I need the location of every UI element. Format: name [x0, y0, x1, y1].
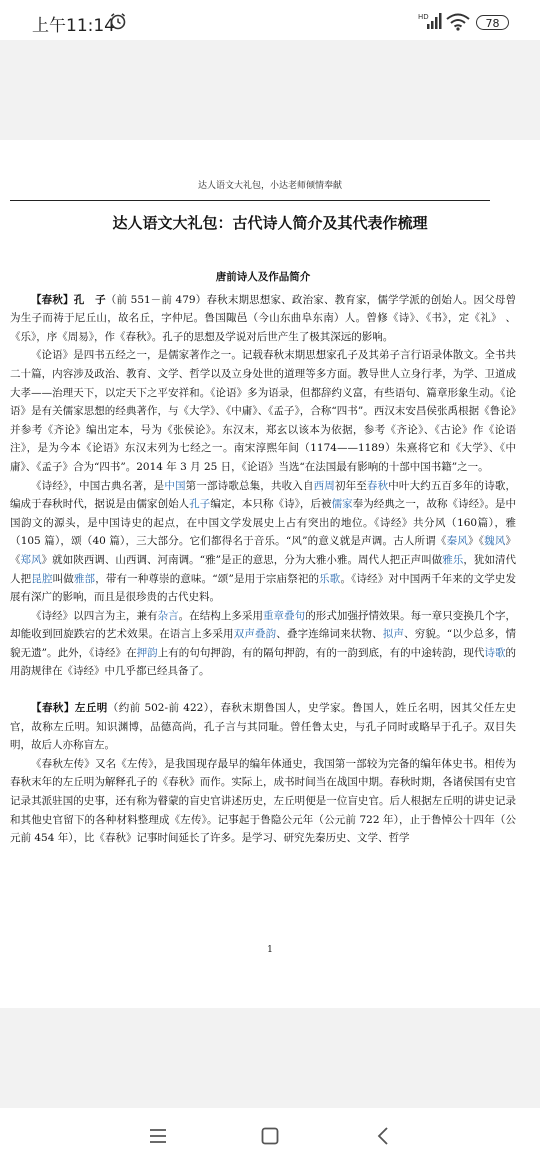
home-icon[interactable] [260, 1126, 280, 1146]
hyperlink[interactable]: 孔子 [189, 498, 211, 511]
text-run: 第一部诗歌总集，共收入自 [185, 479, 314, 492]
text-run: 的用韵规律在《诗经》中几乎都已经具备了。 [10, 646, 517, 678]
text-run: 叫做 [52, 572, 74, 585]
alarm-icon [109, 12, 127, 30]
text-run: ，犹如清代人把 [10, 553, 517, 585]
hyperlink[interactable]: 重章叠句 [263, 609, 306, 622]
signal-icon [418, 12, 442, 30]
hyperlink[interactable]: 儒家 [331, 498, 353, 511]
wifi-icon [446, 13, 470, 31]
document-page[interactable] [0, 140, 540, 1008]
text-run: 中叶大约五百多年的诗歌，编成于春秋时代，据说是由儒家创始人 [10, 479, 517, 511]
hyperlink[interactable]: 杂言 [157, 609, 179, 622]
hyperlink[interactable]: 拟声 [382, 628, 405, 641]
menu-icon[interactable] [148, 1126, 168, 1146]
text-run: 《春秋左传》又名《左传》，是我国现存最早的编年体通史，我国第一部较为完备的编年体史书。相传为春秋末年的左丘明为解释孔子的《春秋》而作。实际上，成书时间当在战国中期。春秋时期，各诸侯国有史官记录其派驻国的史事，还有称为瞽蒙的盲史官讲述历史，左丘明便是一位盲史官。后人根据左丘明的讲史记录和其他史官留下的各种材料整理成《左传》。记事起于鲁隐公元年（公元前 722 年），止于鲁悼公十四年（公元前 454 年），比《春秋》记事时间延长了许多。是学习、研究先秦历史、文学、哲学 [10, 757, 516, 845]
paragraph-zuoqiuming [10, 699, 516, 755]
text-run: 》《 [468, 535, 485, 548]
text-run: 编定，本只称《诗》，后被 [210, 498, 332, 511]
text-run: 。在结构上多采用 [178, 609, 263, 622]
paragraph-lunyu [10, 346, 516, 476]
hyperlink[interactable]: 雅乐 [442, 553, 464, 566]
text-run: 、叠字连绵词来状物、 [276, 628, 383, 641]
section-heading: 唐前诗人及作品简介 [215, 271, 311, 283]
hyperlink[interactable]: 昆腔 [31, 572, 53, 585]
text-run: 》就如陕西调、山西调、河南调。“雅”是正的意思，分为大雅小雅。周代人把正声叫做 [41, 553, 443, 566]
text-run: 的形式加强抒情效果。每一章只变换几个字，却能收到回旋跌宕的艺术效果。在语言上多采用 [10, 609, 517, 641]
document-title: 达人语文大礼包：古代诗人简介及其代表作梳理 [112, 214, 428, 232]
text-run: （约前 502-前 422），春秋末期鲁国人，史学家。鲁国人，姓丘名明，因其父任左史官，故称左丘明。知识渊博，品德高尚，孔子言与其同耻。曾任鲁太史，与孔子同时或略早于孔子。双目失明，故后人亦称盲左。 [10, 702, 516, 752]
hyperlink[interactable]: 魏风 [484, 535, 506, 548]
hyperlink[interactable]: 秦风 [446, 535, 468, 548]
back-icon[interactable] [374, 1126, 394, 1146]
text-run: 《诗经》以四言为主，兼有 [31, 609, 158, 622]
hyperlink[interactable]: 乐歌 [319, 572, 341, 585]
document-body [10, 268, 516, 848]
text-run: 《诗经》，中国古典名著，是 [31, 479, 165, 492]
battery-indicator: 78 [476, 15, 509, 30]
text-run: 初年至 [334, 479, 367, 492]
hyperlink[interactable]: 中国 [164, 479, 186, 492]
hyperlink[interactable]: 押韵 [136, 646, 158, 659]
text-run: 。《诗经》对中国两千年来的文学史发展有深广的影响，而且是很珍贵的古代史料。 [10, 572, 517, 604]
clock-time: 上午11:14 [32, 16, 115, 36]
hyperlink[interactable]: 春秋 [366, 479, 389, 492]
paragraph-gap [10, 681, 516, 699]
text-run: 、穷貌。“以少总多，情貌无遗”。此外，《诗经》在 [10, 628, 517, 659]
hyperlink[interactable]: 诗歌 [484, 646, 506, 659]
header-rule [10, 200, 490, 201]
hyperlink[interactable]: 雅部 [73, 572, 96, 585]
text-run: 》《 [10, 535, 517, 566]
paragraph-shijing [10, 477, 516, 607]
hyperlink[interactable]: 双声叠韵 [233, 628, 277, 641]
navigation-bar [0, 1108, 540, 1170]
text-run: ，带有一种尊崇的意味。“颂”是用于宗庙祭祀的 [95, 572, 320, 585]
text-run: 《论语》是四书五经之一，是儒家著作之一。记载春秋末期思想家孔子及其弟子言行语录体散文。全书共二十篇，内容涉及政治、教育、文学、哲学以及立身处世的道理等多方面。教导世人立身行孝，为学、卫道成大孝——治理天下，以定天下之平安祥和。《论语》多为语录，但都辞约义富，有些语句、篇章形象生动。《论语》是有关儒家思想的经典著作，与《大学》、《中庸》、《孟子》，合称“四书”。西汉末安昌侯张禹根据《鲁论》并参考《齐论》编出定本，号为《张侯论》。东汉末，郑玄以该本为依据，参考《齐论》、《古论》作《论语注》，是为今本《论语》东汉末列为七经之一。南宋淳熙年间（1174——1189）朱熹将它和《大学》、《中庸》、《孟子》合为“四书”。2014 年 3 月 25 日，《论语》当选“在法国最有影响的十部中国书籍”之一。 [10, 349, 516, 473]
paragraph-zuozhuan [10, 755, 516, 848]
page-header: 达人语文大礼包，小达老师倾情奉献 [197, 181, 342, 191]
status-bar [0, 0, 540, 40]
paragraph-confucius [10, 291, 516, 347]
text-run: 上有的句句押韵，有的隔句押韵，有的一韵到底，有的中途转韵，现代 [157, 646, 485, 659]
hyperlink[interactable]: 西周 [313, 479, 335, 492]
entry-heading: 【春秋】左丘明 [31, 702, 108, 715]
page-number: 1 [267, 945, 273, 955]
network-type-label: HD [418, 13, 429, 21]
hyperlink[interactable]: 郑风 [20, 553, 42, 566]
text-run: 奉为经典之一，故称《诗经》。是中国韵文的源头，是中国诗史的起点，在中国文学发展史上占有突出的地位。《诗经》共分风（160篇），雅（105 篇），颂（40 篇），三大部分。它们都得名于音乐。“风”的意义就是声调。古人所谓《 [10, 498, 517, 548]
paragraph-shijing-style [10, 607, 516, 681]
text-run: （前 551－前 479）春秋末期思想家、政治家、教育家，儒学学派的创始人。因父母曾为生子而祷于尼丘山，故名丘，字仲尼。鲁国陬邑（今山东曲阜东南）人。曾修《诗》、《书》，定《礼》 、《乐》，序《周易》，作《春秋》。孔子的思想及学说对后世产生了极其深远的影响。 [10, 293, 516, 343]
entry-heading: 【春秋】孔 子 [31, 293, 106, 306]
